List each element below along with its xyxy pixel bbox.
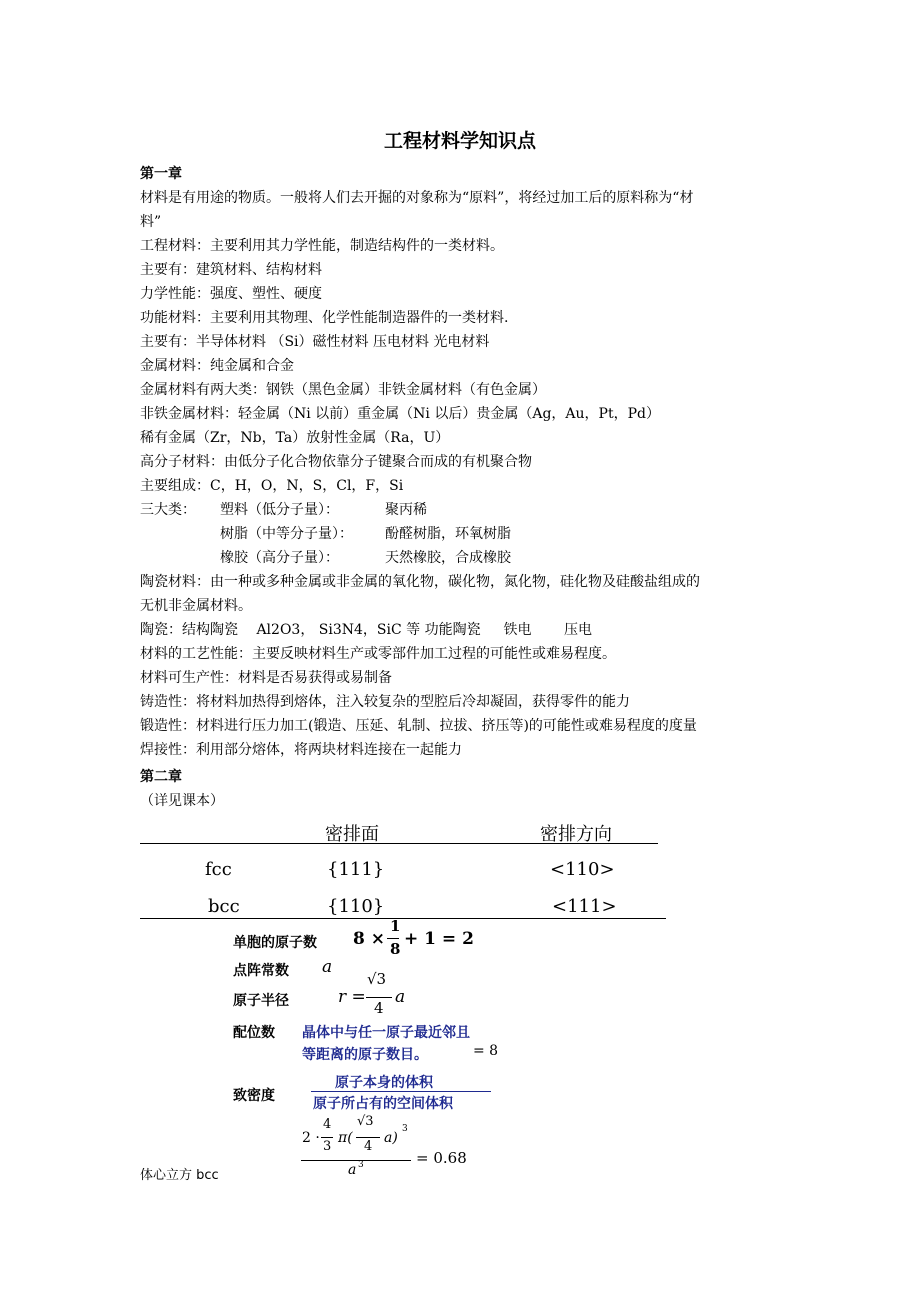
- table-bottom-rule: [140, 918, 666, 919]
- table-header-plane: 密排面: [325, 824, 379, 845]
- table-cell-plane: {110}: [327, 896, 385, 917]
- polymer-class-label: 三大类：: [140, 502, 196, 518]
- table-cell-lattice: bcc: [208, 896, 240, 917]
- table-cell-direction: <111>: [552, 896, 617, 917]
- text-line: 铸造性：将材料加热得到熔体，注入较复杂的型腔后冷却凝固，获得零件的能力: [140, 694, 630, 710]
- packing-factor-bar: [311, 1091, 491, 1092]
- chapter-2-note: （详见课本）: [140, 793, 224, 809]
- polymer-row-name: 树脂（中等分子量）：: [220, 526, 353, 542]
- radius-fraction-numerator: √3: [367, 970, 387, 988]
- atomic-radius-lhs: r =: [338, 987, 366, 1007]
- text-line: 焊接性：利用部分熔体，将两块材料连接在一起能力: [140, 742, 462, 758]
- radius-tail: a: [395, 987, 406, 1007]
- atoms-fraction-denominator: 8: [390, 940, 401, 958]
- table-header-direction: 密排方向: [540, 824, 612, 845]
- coordination-value: = 8: [473, 1043, 499, 1059]
- text-line: 稀有金属（Zr，Nb，Ta）放射性金属（Ra，U）: [140, 430, 450, 446]
- text-line: 材料的工艺性能：主要反映材料生产或零部件加工过程的可能性或难易程度。: [140, 646, 616, 662]
- polymer-row-name: 塑料（低分子量）：: [220, 502, 339, 518]
- atoms-fraction-numerator: 1: [390, 917, 401, 935]
- text-line: 材料可生产性：材料是否易获得或易制备: [140, 670, 392, 686]
- radius-fraction-denominator: 4: [374, 999, 384, 1017]
- table-cell-lattice: fcc: [205, 859, 232, 880]
- atomic-radius-label: 原子半径: [233, 993, 289, 1009]
- text-line: 高分子材料：由低分子化合物依靠分子键聚合而成的有机聚合物: [140, 454, 532, 470]
- atoms-lead: 8 ×: [353, 929, 385, 949]
- lattice-constant-label: 点阵常数: [233, 963, 289, 979]
- text-line: 陶瓷材料：由一种或多种金属或非金属的氧化物，碳化物，氮化物，硅化物及硅酸盐组成的: [140, 574, 700, 590]
- polymer-row-example: 天然橡胶，合成橡胶: [385, 550, 511, 566]
- text-line: 金属材料有两大类：钢铁（黑色金属）非铁金属材料（有色金属）: [140, 382, 546, 398]
- coordination-number-label: 配位数: [233, 1025, 275, 1041]
- packing-factor-denominator: 原子所占有的空间体积: [313, 1096, 453, 1112]
- text-line: 材料是有用途的物质。一般将人们去开掘的对象称为“原料”，将经过加工后的原料称为“材: [140, 190, 694, 206]
- text-line: 主要有：半导体材料 （Si）磁性材料 压电材料 光电材料: [140, 334, 490, 350]
- text-line: 陶瓷：结构陶瓷 Al2O3， Si3N4，SiC 等 功能陶瓷 铁电 压电: [140, 622, 592, 638]
- atoms-tail: + 1 = 2: [404, 929, 474, 949]
- table-cell-plane: {111}: [327, 859, 385, 880]
- text-line: 主要组成：C，H，O，N，S，Cl，F，Si: [140, 478, 404, 494]
- text-line: 力学性能：强度、塑性、硬度: [140, 286, 322, 302]
- polymer-row-name: 橡胶（高分子量）：: [220, 550, 339, 566]
- text-line: 金属材料：纯金属和合金: [140, 358, 294, 374]
- chapter-1-heading: 第一章: [140, 166, 182, 182]
- lattice-constant-symbol: a: [322, 957, 333, 977]
- coordination-definition-line-1: 晶体中与任一原子最近邻且: [302, 1025, 470, 1041]
- atoms-fraction-bar: [387, 938, 399, 939]
- text-line: 非铁金属材料：轻金属（Ni 以前）重金属（Ni 以后）贵金属（Ag，Au，Pt，Pd）: [140, 406, 660, 422]
- packing-factor-label: 致密度: [233, 1088, 275, 1104]
- page-title: 工程材料学知识点: [383, 130, 536, 152]
- polymer-row-example: 酚醛树脂，环氧树脂: [385, 526, 511, 542]
- text-line: 工程材料：主要利用其力学性能，制造结构件的一类材料。: [140, 238, 504, 254]
- atoms-per-cell-label: 单胞的原子数: [233, 935, 317, 951]
- polymer-row-example: 聚丙稀: [385, 502, 427, 518]
- chapter-2-heading: 第二章: [140, 769, 182, 785]
- text-line: 无机非金属材料。: [140, 598, 252, 614]
- packing-factor-numerator: 原子本身的体积: [335, 1075, 433, 1091]
- text-line: 锻造性：材料进行压力加工(锻造、压延、轧制、拉拔、挤压等)的可能性或难易程度的度量: [140, 718, 697, 734]
- text-line: 主要有：建筑材料、结构材料: [140, 262, 322, 278]
- radius-fraction-bar: [366, 997, 392, 998]
- packing-factor-result: = 0.68: [416, 1149, 467, 1167]
- coordination-definition-line-2: 等距离的原子数目。: [302, 1047, 428, 1063]
- text-line: 功能材料：主要利用其物理、化学性能制造器件的一类材料.: [140, 310, 509, 326]
- table-top-rule: [140, 843, 658, 844]
- text-line: 料”: [140, 214, 162, 230]
- table-cell-direction: <110>: [550, 859, 615, 880]
- bcc-caption: 体心立方 bcc: [140, 1168, 219, 1183]
